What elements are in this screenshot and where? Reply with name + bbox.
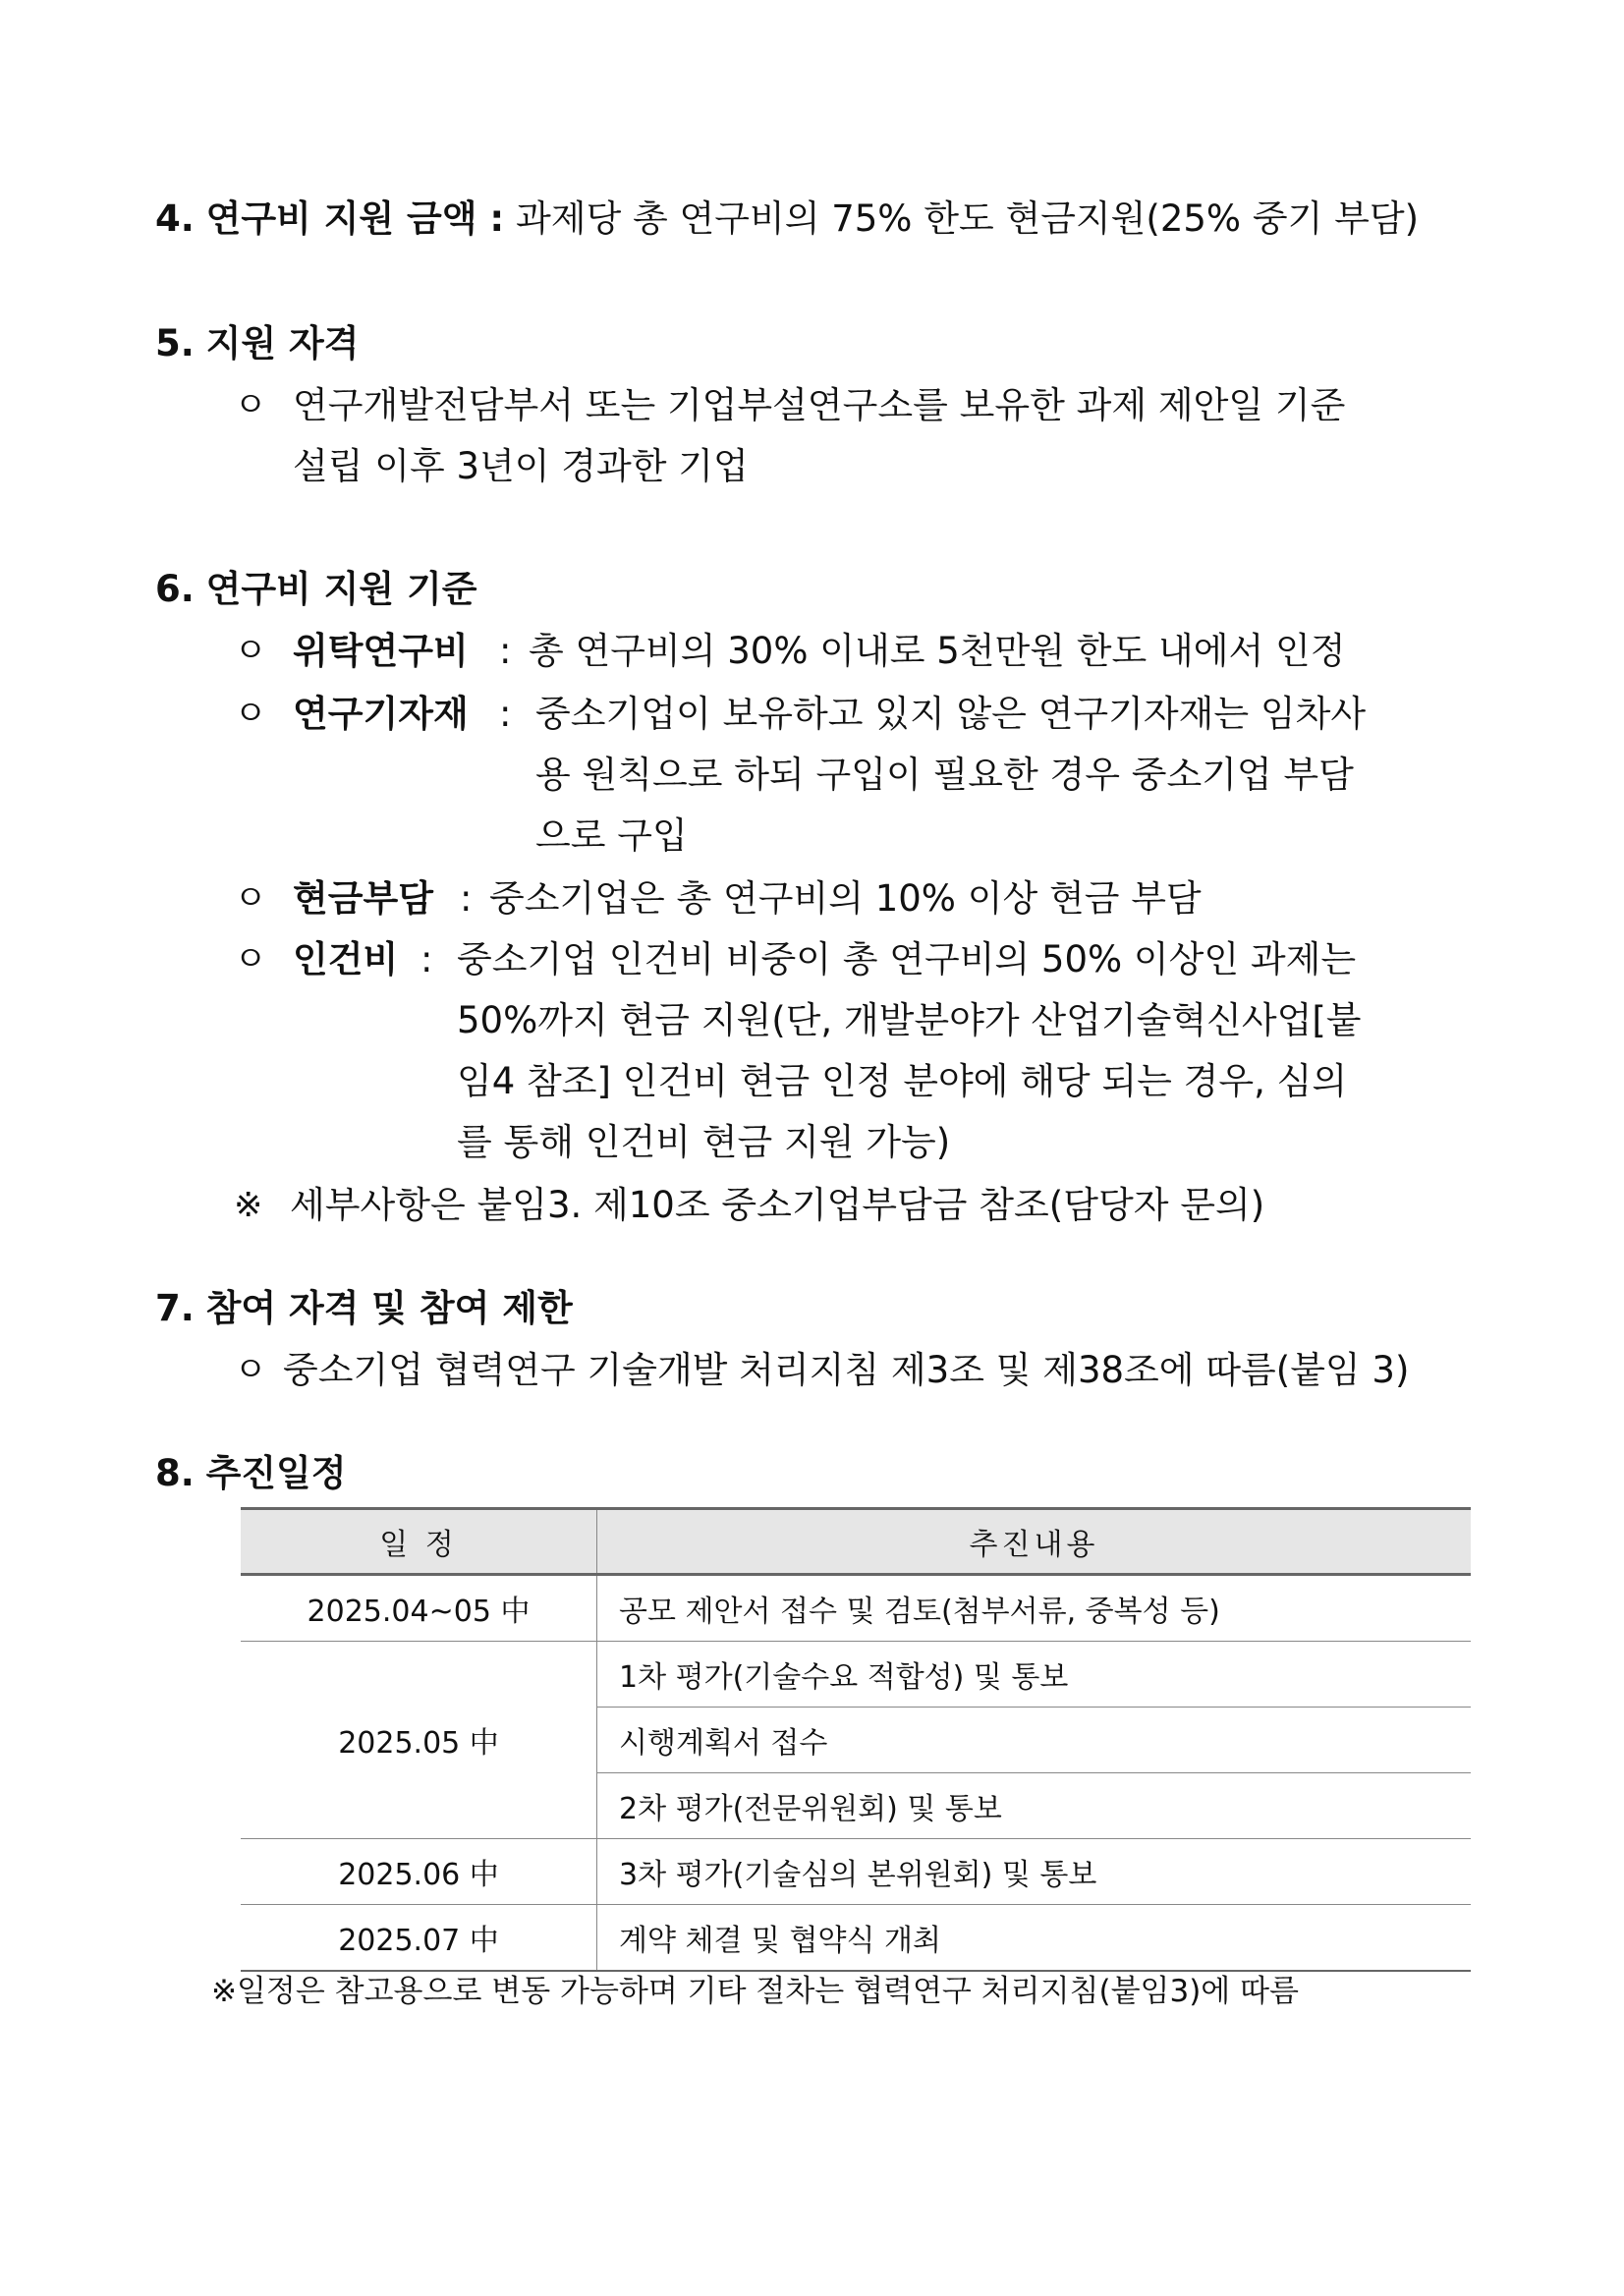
section-label: 지원 자격 (205, 322, 360, 364)
criteria-sep: : (420, 938, 433, 980)
circle-bullet-icon: ㅇ (234, 940, 267, 980)
schedule-content: 2차 평가(전문위원회) 및 통보 (597, 1773, 1472, 1839)
header-date: 일 정 (241, 1509, 597, 1575)
section-7-title (155, 1284, 573, 1333)
criteria-sep: : (499, 693, 512, 735)
section-number: 7. (155, 1287, 195, 1329)
schedule-content: 공모 제안서 접수 및 검토(첨부서류, 중복성 등) (597, 1575, 1472, 1642)
section-label: 연구비 지원 기준 (205, 568, 477, 610)
participation-line: 중소기업 협력연구 기술개발 처리지침 제3조 및 제38조에 따름(붙임 3) (283, 1349, 1410, 1391)
schedule-table (241, 1507, 1471, 1972)
criteria-term: 연구기자재 (293, 693, 469, 735)
schedule-date: 2025.06 中 (241, 1839, 597, 1905)
criteria-text: 를 통해 인건비 현금 지원 가능) (457, 1121, 951, 1163)
table-header-row (241, 1509, 1471, 1575)
schedule-note: ※일정은 참고용으로 변동 가능하며 기타 절차는 협력연구 처리지침(붙임3)에 따름 (211, 1974, 1299, 2009)
section-4 (155, 195, 1419, 244)
section-number: 8. (155, 1452, 195, 1494)
table-row (241, 1575, 1471, 1642)
section-label: 추진일정 (205, 1452, 347, 1494)
criteria-text: 50%까지 현금 지원(단, 개발분야가 산업기술혁신사업[붙 (457, 999, 1362, 1041)
criteria-text: 임4 참조] 인건비 현금 인정 분야에 해당 되는 경우, 심의 (457, 1060, 1348, 1102)
criteria-text: 용 원칙으로 하되 구입이 필요한 경우 중소기업 부담 (535, 754, 1354, 796)
criteria-note: 세부사항은 붙임3. 제10조 중소기업부담금 참조(담당자 문의) (290, 1184, 1265, 1226)
table-row (241, 1839, 1471, 1905)
section-number: 6. (155, 568, 195, 610)
reference-mark-icon: ※ (234, 1186, 263, 1225)
schedule-date: 2025.07 中 (241, 1905, 597, 1972)
section-6-title (155, 565, 477, 614)
criteria-text: 중소기업은 총 연구비의 10% 이상 현금 부담 (489, 877, 1202, 920)
circle-bullet-icon: ㅇ (234, 695, 267, 734)
table-row (241, 1642, 1471, 1708)
criteria-sep: : (460, 877, 473, 920)
section-5-title (155, 319, 359, 368)
section-label: 연구비 지원 금액 : (205, 197, 505, 240)
schedule-date: 2025.04~05 中 (241, 1575, 597, 1642)
section-text: 과제당 총 연구비의 75% 한도 현금지원(25% 중기 부담) (515, 197, 1420, 240)
criteria-text: 중소기업 인건비 비중이 총 연구비의 50% 이상인 과제는 (457, 938, 1357, 980)
circle-bullet-icon: ㅇ (234, 386, 267, 425)
header-content: 추진내용 (597, 1509, 1472, 1575)
section-number: 4. (155, 197, 195, 240)
circle-bullet-icon: ㅇ (234, 632, 267, 671)
criteria-text: 으로 구입 (535, 814, 688, 857)
schedule-content: 3차 평가(기술심의 본위원회) 및 통보 (597, 1839, 1472, 1905)
section-8-title (155, 1449, 347, 1498)
circle-bullet-icon: ㅇ (234, 1351, 267, 1390)
criteria-term: 인건비 (293, 938, 399, 980)
schedule-content: 계약 체결 및 협약식 개최 (597, 1905, 1472, 1972)
schedule-date: 2025.05 中 (241, 1642, 597, 1839)
criteria-text: 총 연구비의 30% 이내로 5천만원 한도 내에서 인정 (529, 630, 1346, 672)
eligibility-line-1: 연구개발전담부서 또는 기업부설연구소를 보유한 과제 제안일 기준 (293, 384, 1346, 426)
eligibility-line-2: 설립 이후 3년이 경과한 기업 (293, 445, 749, 487)
circle-bullet-icon: ㅇ (234, 879, 267, 919)
section-number: 5. (155, 322, 195, 364)
table-row (241, 1905, 1471, 1972)
schedule-content: 1차 평가(기술수요 적합성) 및 통보 (597, 1642, 1472, 1708)
criteria-sep: : (499, 630, 512, 672)
criteria-text: 중소기업이 보유하고 있지 않은 연구기자재는 임차사 (535, 693, 1367, 735)
section-label: 참여 자격 및 참여 제한 (205, 1287, 573, 1329)
schedule-content: 시행계획서 접수 (597, 1708, 1472, 1773)
criteria-term: 현금부담 (293, 877, 433, 920)
criteria-term: 위탁연구비 (293, 630, 469, 672)
